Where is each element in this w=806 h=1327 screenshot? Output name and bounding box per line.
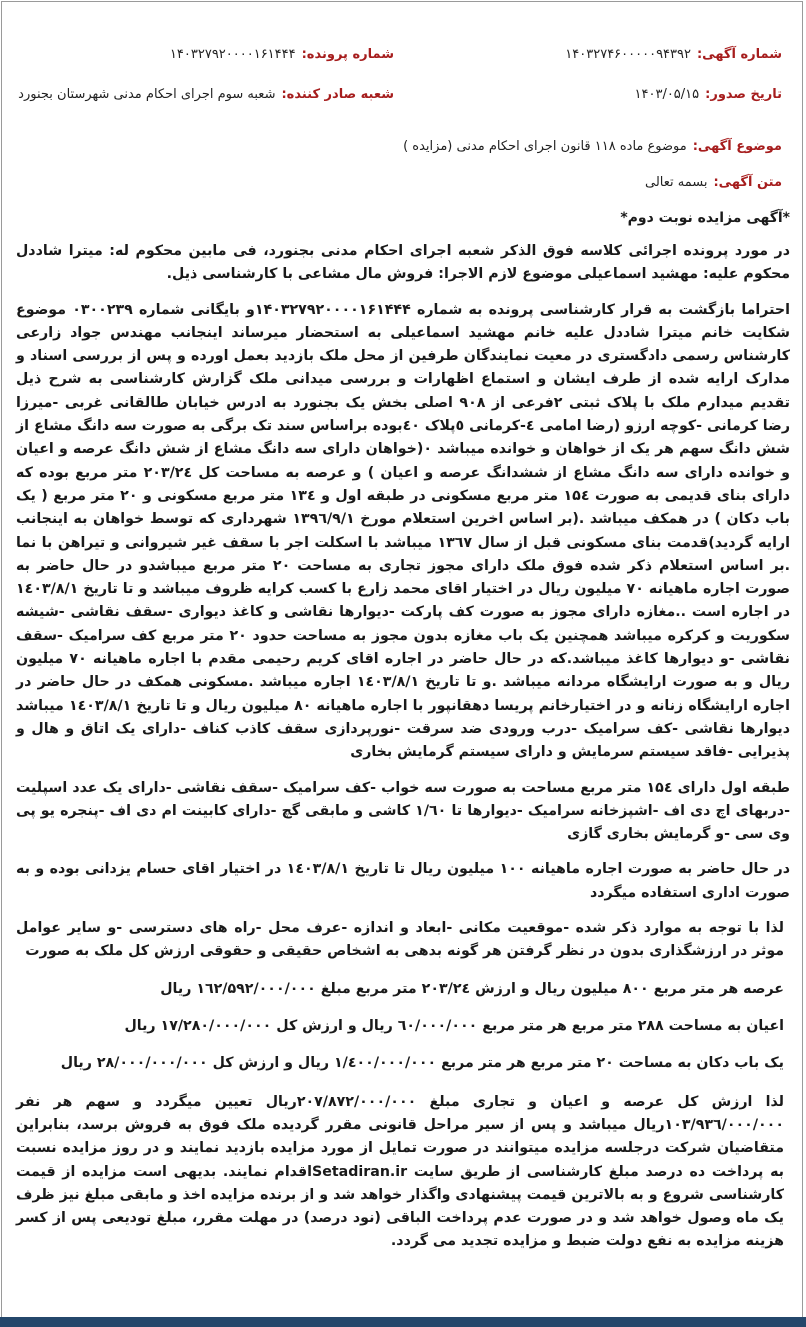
- body-intro-label: متن آگهی:: [713, 175, 782, 190]
- issuer-label: شعبه صادر کننده:: [281, 87, 394, 102]
- paragraph-current-lease: در حال حاضر به صورت اجاره ماهیانه ۱۰۰ میلیون ریال تا تاریخ ۱٤۰۳/۸/۱ در اختیار اقای حسام یزدانی بوده و به صورت اداری استفاده میگردد: [16, 861, 790, 901]
- body-intro-row: [10, 173, 796, 193]
- valuation-land: عرصه هر متر مربع ۸۰۰ میلیون ریال و ارزش ۲۰۳/۲٤ متر مربع مبلغ ۱٦۲/۵۹۲/۰۰۰/۰۰۰ ریال: [160, 980, 784, 997]
- file-number: [10, 45, 398, 65]
- ad-number: [398, 45, 796, 65]
- valuation-building: اعیان به مساحت ۲۸۸ متر مربع هر متر مربع ٦۰/۰۰۰/۰۰۰ ریال و ارزش کل ۱۷/۲۸۰/۰۰۰/۰۰۰ ریال: [124, 1017, 784, 1034]
- header-row-1: [10, 45, 796, 65]
- subject-value: موضوع ماده ۱۱۸ قانون اجرای احکام مدنی (مزایده ): [403, 139, 687, 154]
- issuer: [10, 85, 398, 105]
- paragraph-parties: در مورد پرونده اجرائی کلاسه فوق الذکر شعبه اجرای احکام مدنی بجنورد، فی مابین محکوم له: میترا شاددل محکوم علیه: مهشید اسماعیلی موضوع لازم الاجرا: فروش مال مشاعی با کارشناسی ذیل.: [16, 243, 790, 283]
- notice-document: [10, 30, 796, 1254]
- issue-date-label: تاریخ صدور:: [705, 87, 782, 102]
- ad-number-value: ۱۴۰۳۲۷۴۶۰۰۰۰۰۹۴۳۹۲: [565, 47, 691, 62]
- auction-headline: *آگهی مزایده نوبت دوم*: [620, 210, 790, 226]
- body-intro-value: بسمه تعالی: [644, 175, 708, 190]
- paragraph-valuation-intro: لذا با توجه به موارد ذکر شده -موقعیت مکانی -ابعاد و اندازه -عرف محل -راه های دسترسی -و سایر عوامل موثر در ارزشگذاری بدون در نظر گرفتن هر گونه بدهی به اشخاص حقیقی و حقوقی ارزش کل ملک به صورت: [16, 920, 784, 960]
- paragraph-first-floor: طبقه اول دارای ۱۵٤ متر مربع مساحت به صورت سه خواب -کف سرامیک -سقف نقاشی -دارای یک عدد اسپلیت -دربهای اچ دی اف -اشپزخانه سرامیک -دیوارها تا ۱/٦۰ کاشی و مابقی گچ -دارای کابینت ام دی اف -پنجره یو پی وی سی -و گرمایش بخاری گازی: [16, 779, 790, 843]
- issuer-value: شعبه سوم اجرای احکام مدنی شهرستان بجنورد: [18, 87, 276, 102]
- file-number-label: شماره پرونده:: [301, 47, 394, 62]
- issue-date-value: ۱۴۰۳/۰۵/۱۵: [634, 87, 700, 102]
- issue-date: [398, 85, 796, 105]
- subject-label: موضوع آگهی:: [692, 139, 782, 154]
- header-row-2: [10, 85, 796, 105]
- subject-row: [10, 137, 796, 157]
- ad-number-label: شماره آگهی:: [696, 47, 782, 62]
- bottom-bar: [0, 1317, 806, 1327]
- file-number-value: ۱۴۰۳۲۷۹۲۰۰۰۰۱۶۱۴۴۴: [169, 47, 296, 62]
- paragraph-expert-report: احتراما بازگشت به قرار کارشناسی پرونده به شماره ۱۴۰۳۲۷۹۲۰۰۰۰۱۶۱۴۴۴و بایگانی شماره ۰۳۰۰۲۳۹ موضوع شکایت خانم میترا شاددل علیه خانم مهشید اسماعیلی به استحضار میرساند اینجانب مهندس جواد زارعی کارشناس رسمی دادگستری در معیت نمایندگان طرفین از محل ملک بازدید بعمل اورده و پس از بررسی اسناد و مدارک ارایه شده از طرف ایشان و استماع اظهارات و بررسی میدانی ملک گزارش کارشناسی به شرح ذیل تقدیم میدارم ملک با پلاک ثبتی ۲فرعی از ۹۰۸ اصلی بخش یک بجنورد به ادرس خیابان طالقانی غربی -میرزا رضا کرمانی -کوچه ارزو (رضا امامی ٤-کرمانی ٥پلاک ٤٠بوده براساس سند تک برگی به صورت سه دانگ مشاع از شش دانگ سهم هر یک از خواهان و خوانده میباشد ۰(خواهان دارای سه دانگ مشاع از شش دانگ عرصه و اعیان و خوانده دارای سه دانگ مشاع از ششدانگ عرصه و اعیان ) و عرصه به مساحت کل ۲۰۳/۲٤ متر مربع بوده که دارای بنای قدیمی به صورت ۱۵٤ متر مربع مسکونی در طبقه اول و ۱۳٤ متر مربع مسکونی و ۲۰ متر مربع ( یک باب دکان ) در همکف میباشد .(بر اساس اخرین استعلام مورخ ۱۳۹٦/۹/۱ شهرداری که توسط خواهان به اینجانب ارایه گردید)قدمت بنای مسکونی قبل از سال ۱۳٦۷ میباشد با اسکلت اجر با سقف غیر شیروانی و تیراهن با نما .بر اساس استعلام ذکر شده فوق ملک دارای مجوز تجاری به مساحت ۲۰ متر مربع میباشدو در حال حاضر به صورت اجاره ماهیانه ۷۰ میلیون ریال در اختیار اقای محمد زارع با کسب کرایه ظروف میباشد و تا تاریخ ۱٤۰۳/۸/۱ در اجاره است ..مغازه دارای مجوز به صورت کف پارکت -دیوارها نقاشی و کاغذ دیواری -سقف نقاشی -شیشه سکوریت و کرکره میباشد همچنین یک باب مغازه بدون مجوز به مساحت حدود ۲۰ متر مربع کف سرامیک -سقف نقاشی -و دیوارها کاغذ میباشد.که در حال حاضر در اجاره اقای کریم رحیمی مقدم با اجاره ماهیانه ۷۰ میلیون ریال و به صورت ارایشگاه مردانه میباشد .و تا تاریخ ۱٤۰۳/۸/۱ اجاره میباشد .مسکونی همکف در حال حاضر در اجاره ارایشگاه زنانه و در اختیارخانم پریسا دهقانپور با اجاره ماهیانه ۸۰ میلیون ریال و تا تاریخ ۱٤۰۳/۸/۱ میباشد دیوارها نقاشی -کف سرامیک -درب ورودی ضد سرقت -نورپردازی سقف کاذب کناف -دارای یک اتاق و هال و پذیرایی -فاقد سیستم سرمایش و دارای سیستم گرمایش بخاری: [16, 301, 791, 761]
- valuation-shop: یک باب دکان به مساحت ۲۰ متر مربع هر متر مربع ۱/٤۰۰/۰۰۰/۰۰۰ ریال و ارزش کل ۲۸/۰۰۰/۰۰۰/۰۰۰ ریال: [60, 1054, 784, 1071]
- paragraph-closing: لذا ارزش کل عرصه و اعیان و تجاری مبلغ ۲۰۷/۸۷۲/۰۰۰/۰۰۰ریال تعیین میگردد و سهم هر نفر ۱۰۳/۹۳٦/۰۰۰/۰۰۰ریال میباشد و پس از سیر مراحل قانونی مقرر گردیده ملک فوق به فروش برسد، بنابراین متقاضیان شرکت درجلسه مزایده میتوانند در صورت تمایل از مورد مزایده بازدید نمایند و در روز مزایده نسبت به پرداخت ده درصد مبلغ کارشناسی از طریق سایت Setadiran.irاقدام نمایند. بدیهی است مزایده از قیمت کارشناسی شروع و به بالاترین قیمت پیشنهادی واگذار خواهد شد و از برنده مزایده اخذ و مابقی مبلغ نیز ظرف یک ماه وصول خواهد شد و در صورت عدم پرداخت الباقی (نود درصد) در مهلت مقرر، مبلغ تودیعی پس از کسر هزینه مزایده به نفع دولت ضبط و مزایده تجدید می گردد.: [16, 1093, 784, 1250]
